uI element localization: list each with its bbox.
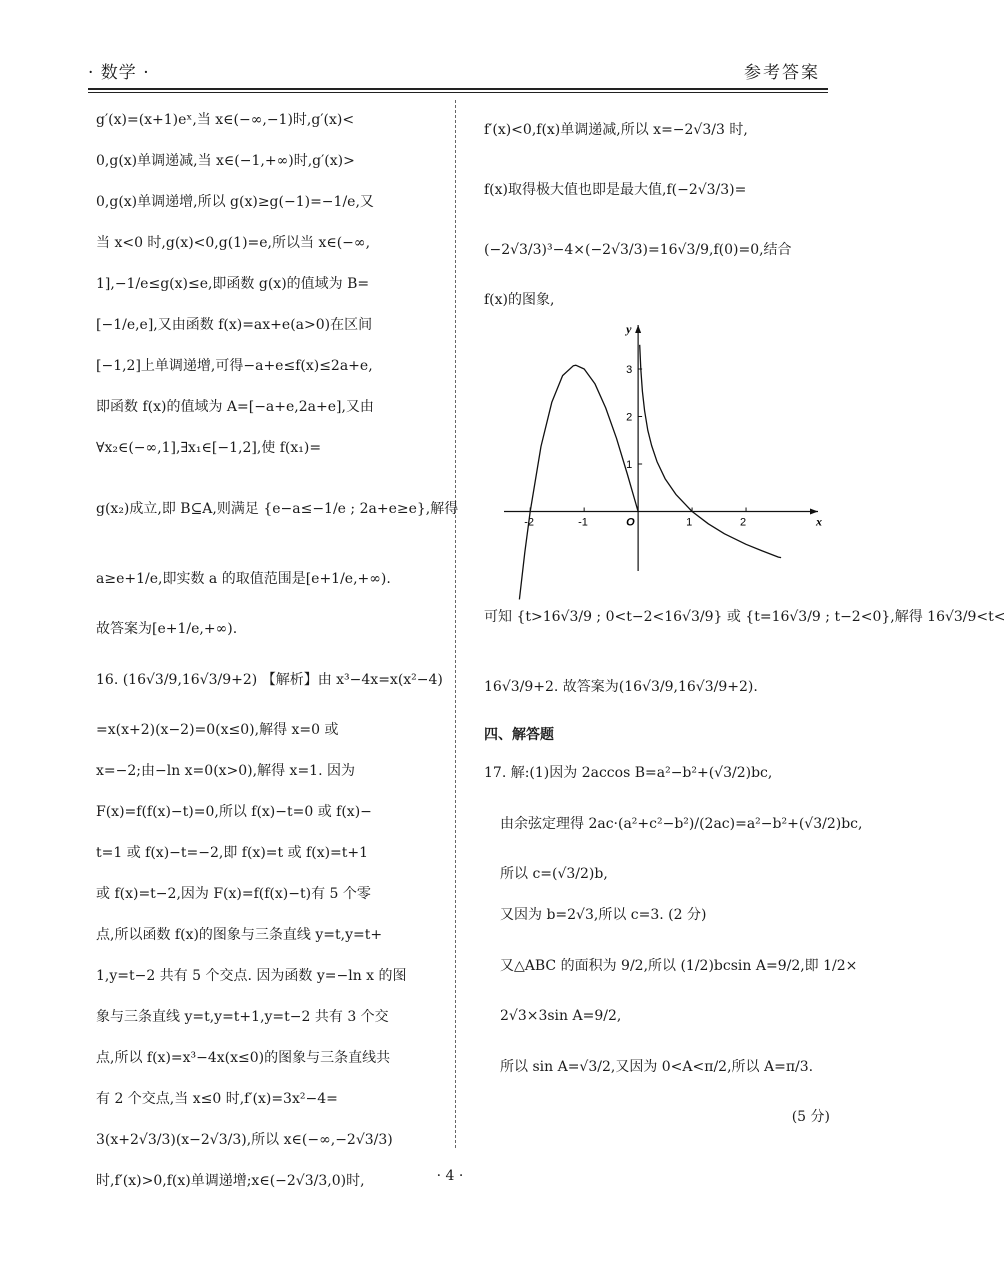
x-tick-label: 2 [740,516,747,529]
text-line: 由余弦定理得 2ac·(a²+c²−b²)/(2ac)=a²−b²+(√3/2)bc, [500,816,863,832]
text-line: 所以 sin A=√3/2,又因为 0<A<π/2,所以 A=π/3. [500,1059,814,1075]
text-line: 又因为 b=2√3,所以 c=3. (2 分) [500,907,707,923]
text-line: 可知 {t>16√3/9 ; 0<t−2<16√3/9} 或 {t=16√3/9 ; t−2<0},解得 16√3/9<t< [484,609,1006,625]
text-line: f(x)的图象, [484,292,555,308]
text-line: t=1 或 f(x)−t=−2,即 f(x)=t 或 f(x)=t+1 [96,845,369,861]
text-line: f′(x)<0,f(x)单调递减,所以 x=−2√3/3 时, [484,122,748,138]
text-line: a≥e+1/e,即实数 a 的取值范围是[e+1/e,+∞). [96,571,391,587]
text-line: =x(x+2)(x−2)=0(x≤0),解得 x=0 或 [96,722,339,738]
problem-17-line: 17. 解:(1)因为 2accos B=a²−b²+(√3/2)bc, [484,765,773,781]
header-title: 参考答案 [744,63,820,83]
y-tick-label: 3 [626,364,633,376]
text-line: g′(x)=(x+1)eˣ,当 x∈(−∞,−1)时,g′(x)< [96,112,355,128]
text-line: ∀x₂∈(−∞,1],∃x₁∈[−1,2],使 f(x₁)= [96,440,322,456]
origin-label: O [626,516,635,529]
text-line: g(x₂)成立,即 B⊆A,则满足 {e−a≤−1/e ; 2a+e≥e},解得 [96,501,459,517]
header-subject: · 数学 · [88,63,150,83]
x-tick-label: -2 [524,516,534,529]
text-line: (−2√3/3)³−4×(−2√3/3)=16√3/9,f(0)=0,结合 [484,242,792,258]
score-note: (5 分) [791,1109,830,1125]
x-tick-label: -1 [578,516,588,529]
text-line: 16√3/9+2. 故答案为(16√3/9,16√3/9+2). [484,679,758,695]
text-line: 1,y=t−2 共有 5 个交点. 因为函数 y=−ln x 的图 [96,968,407,984]
y-axis-label: y [626,322,632,336]
column-divider [455,100,456,1148]
text-line: 当 x<0 时,g(x)<0,g(1)=e,所以当 x∈(−∞, [96,235,371,251]
text-line: [−1,2]上单调递增,可得−a+e≤f(x)≤2a+e, [96,358,373,374]
text-line: [−1/e,e],又由函数 f(x)=ax+e(a>0)在区间 [96,317,373,333]
problem-16-line: 16. (16√3/9,16√3/9+2) 【解析】由 x³−4x=x(x²−4) [96,672,443,688]
text-line: 0,g(x)单调递减,当 x∈(−1,+∞)时,g′(x)> [96,153,355,169]
text-line: 或 f(x)=t−2,因为 F(x)=f(f(x)−t)有 5 个零 [96,886,371,902]
text-line: 0,g(x)单调递增,所以 g(x)≥g(−1)=−1/e,又 [96,194,374,210]
text-line: 点,所以 f(x)=x³−4x(x≤0)的图象与三条直线共 [96,1050,391,1066]
text-line: 2√3×3sin A=9/2, [500,1008,622,1024]
text-line: f(x)取得极大值也即是最大值,f(−2√3/3)= [484,182,747,198]
page-number: · 4 · [436,1168,464,1184]
cubic-curve [519,365,638,599]
y-tick-label: 2 [626,411,633,424]
text-line: x=−2;由−ln x=0(x>0),解得 x=1. 因为 [96,763,355,779]
function-graph [484,321,830,573]
text-line: 所以 c=(√3/2)b, [500,866,608,882]
neg-log-curve [640,345,781,558]
text-line: 故答案为[e+1/e,+∞). [96,621,238,637]
x-axis-label: x [816,514,822,529]
y-axis-arrow [635,325,641,333]
text-line: 1],−1/e≤g(x)≤e,即函数 g(x)的值域为 B= [96,276,370,292]
y-tick-label: 1 [626,459,633,471]
header-rule [88,88,828,90]
text-line: 即函数 f(x)的值域为 A=[−a+e,2a+e],又由 [96,399,374,415]
left-column [96,100,459,1202]
text-line: 时,f′(x)>0,f(x)单调递增;x∈(−2√3/3,0)时, [96,1173,365,1189]
text-line: 又△ABC 的面积为 9/2,所以 (1/2)bcsin A=9/2,即 1/2× [500,958,858,974]
x-tick-label: 1 [686,516,693,529]
text-line: 象与三条直线 y=t,y=t+1,y=t−2 共有 3 个交 [96,1009,389,1025]
text-line: F(x)=f(f(x)−t)=0,所以 f(x)−t=0 或 f(x)− [96,804,372,820]
section-heading: 四、解答题 [484,727,554,743]
text-line: 3(x+2√3/3)(x−2√3/3),所以 x∈(−∞,−2√3/3) [96,1132,393,1148]
right-column [484,100,1006,1138]
header-rule-thin [88,92,828,93]
text-line: 点,所以函数 f(x)的图象与三条直线 y=t,y=t+ [96,927,383,943]
text-line: 有 2 个交点,当 x≤0 时,f′(x)=3x²−4= [96,1091,338,1107]
